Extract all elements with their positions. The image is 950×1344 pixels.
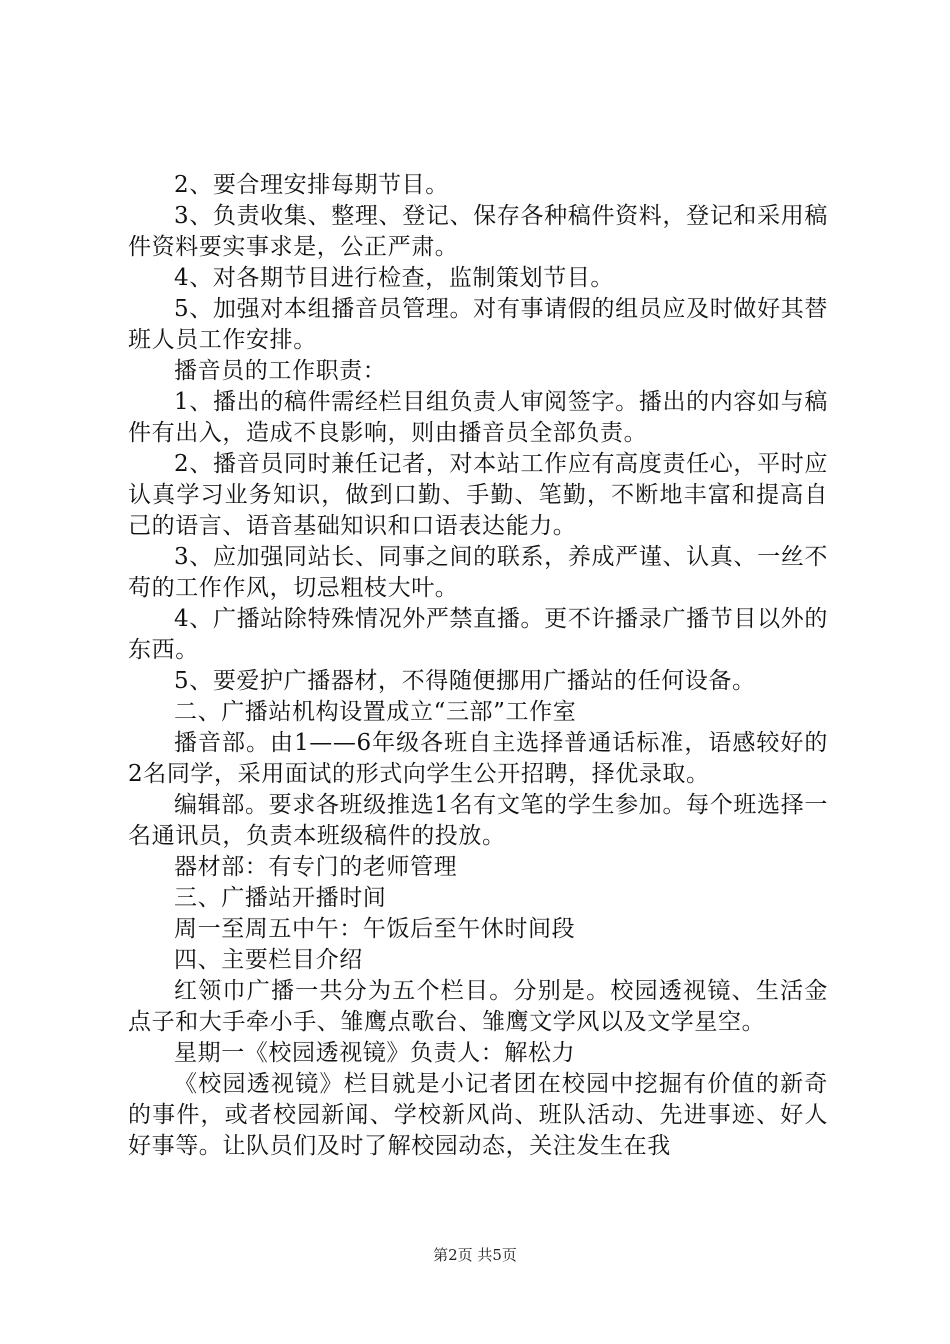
paragraph: 星期一《校园透视镜》负责人：解松力 bbox=[174, 1040, 576, 1066]
section-heading: 三、广播站开播时间 bbox=[174, 885, 387, 911]
paragraph: 1、播出的稿件需经栏目组负责人审阅签字。播出的内容如与稿件有出入，造成不良影响，则由播音员全部负责。 bbox=[128, 389, 828, 446]
paragraph: 播音部。由1——6年级各班自主选择普通话标准，语感较好的2名同学，采用面试的形式向学生公开招聘，择优录取。 bbox=[128, 730, 828, 787]
section-heading: 播音员的工作职责： bbox=[174, 358, 387, 384]
paragraph: 红领巾广播一共分为五个栏目。分别是。校园透视镜、生活金点子和大手牵小手、雏鹰点歌台、雏鹰文学风以及文学星空。 bbox=[128, 978, 828, 1035]
paragraph: 2、播音员同时兼任记者，对本站工作应有高度责任心，平时应认真学习业务知识，做到口勤、手勤、笔勤，不断地丰富和提高自己的语言、语音基础知识和口语表达能力。 bbox=[128, 451, 828, 539]
page-footer: 第2页 共5页 bbox=[433, 1246, 517, 1264]
section-heading: 二、广播站机构设置成立“三部”工作室 bbox=[174, 699, 577, 725]
paragraph: 周一至周五中午：午饭后至午休时间段 bbox=[174, 916, 576, 942]
paragraph: 2、要合理安排每期节目。 bbox=[174, 172, 449, 198]
paragraph: 4、对各期节目进行检查，监制策划节目。 bbox=[174, 265, 615, 291]
paragraph: 器材部：有专门的老师管理 bbox=[174, 854, 458, 880]
paragraph: 5、加强对本组播音员管理。对有事请假的组员应及时做好其替班人员工作安排。 bbox=[128, 296, 828, 353]
paragraph: 3、负责收集、整理、登记、保存各种稿件资料，登记和采用稿件资料要实事求是，公正严肃。 bbox=[128, 203, 828, 260]
section-heading: 四、主要栏目介绍 bbox=[174, 947, 363, 973]
paragraph: 4、广播站除特殊情况外严禁直播。更不许播录广播节目以外的东西。 bbox=[128, 606, 828, 663]
paragraph: 5、要爱护广播器材，不得随便挪用广播站的任何设备。 bbox=[174, 668, 756, 694]
document-body bbox=[128, 170, 828, 1162]
paragraph: 《校园透视镜》栏目就是小记者团在校园中挖掘有价值的新奇的事件，或者校园新闻、学校新风尚、班队活动、先进事迹、好人好事等。让队员们及时了解校园动态，关注发生在我 bbox=[128, 1071, 828, 1159]
paragraph: 3、应加强同站长、同事之间的联系，养成严谨、认真、一丝不苟的工作作风，切忌粗枝大叶。 bbox=[128, 544, 828, 601]
paragraph: 编辑部。要求各班级推选1名有文笔的学生参加。每个班选择一名通讯员，负责本班级稿件的投放。 bbox=[128, 792, 828, 849]
